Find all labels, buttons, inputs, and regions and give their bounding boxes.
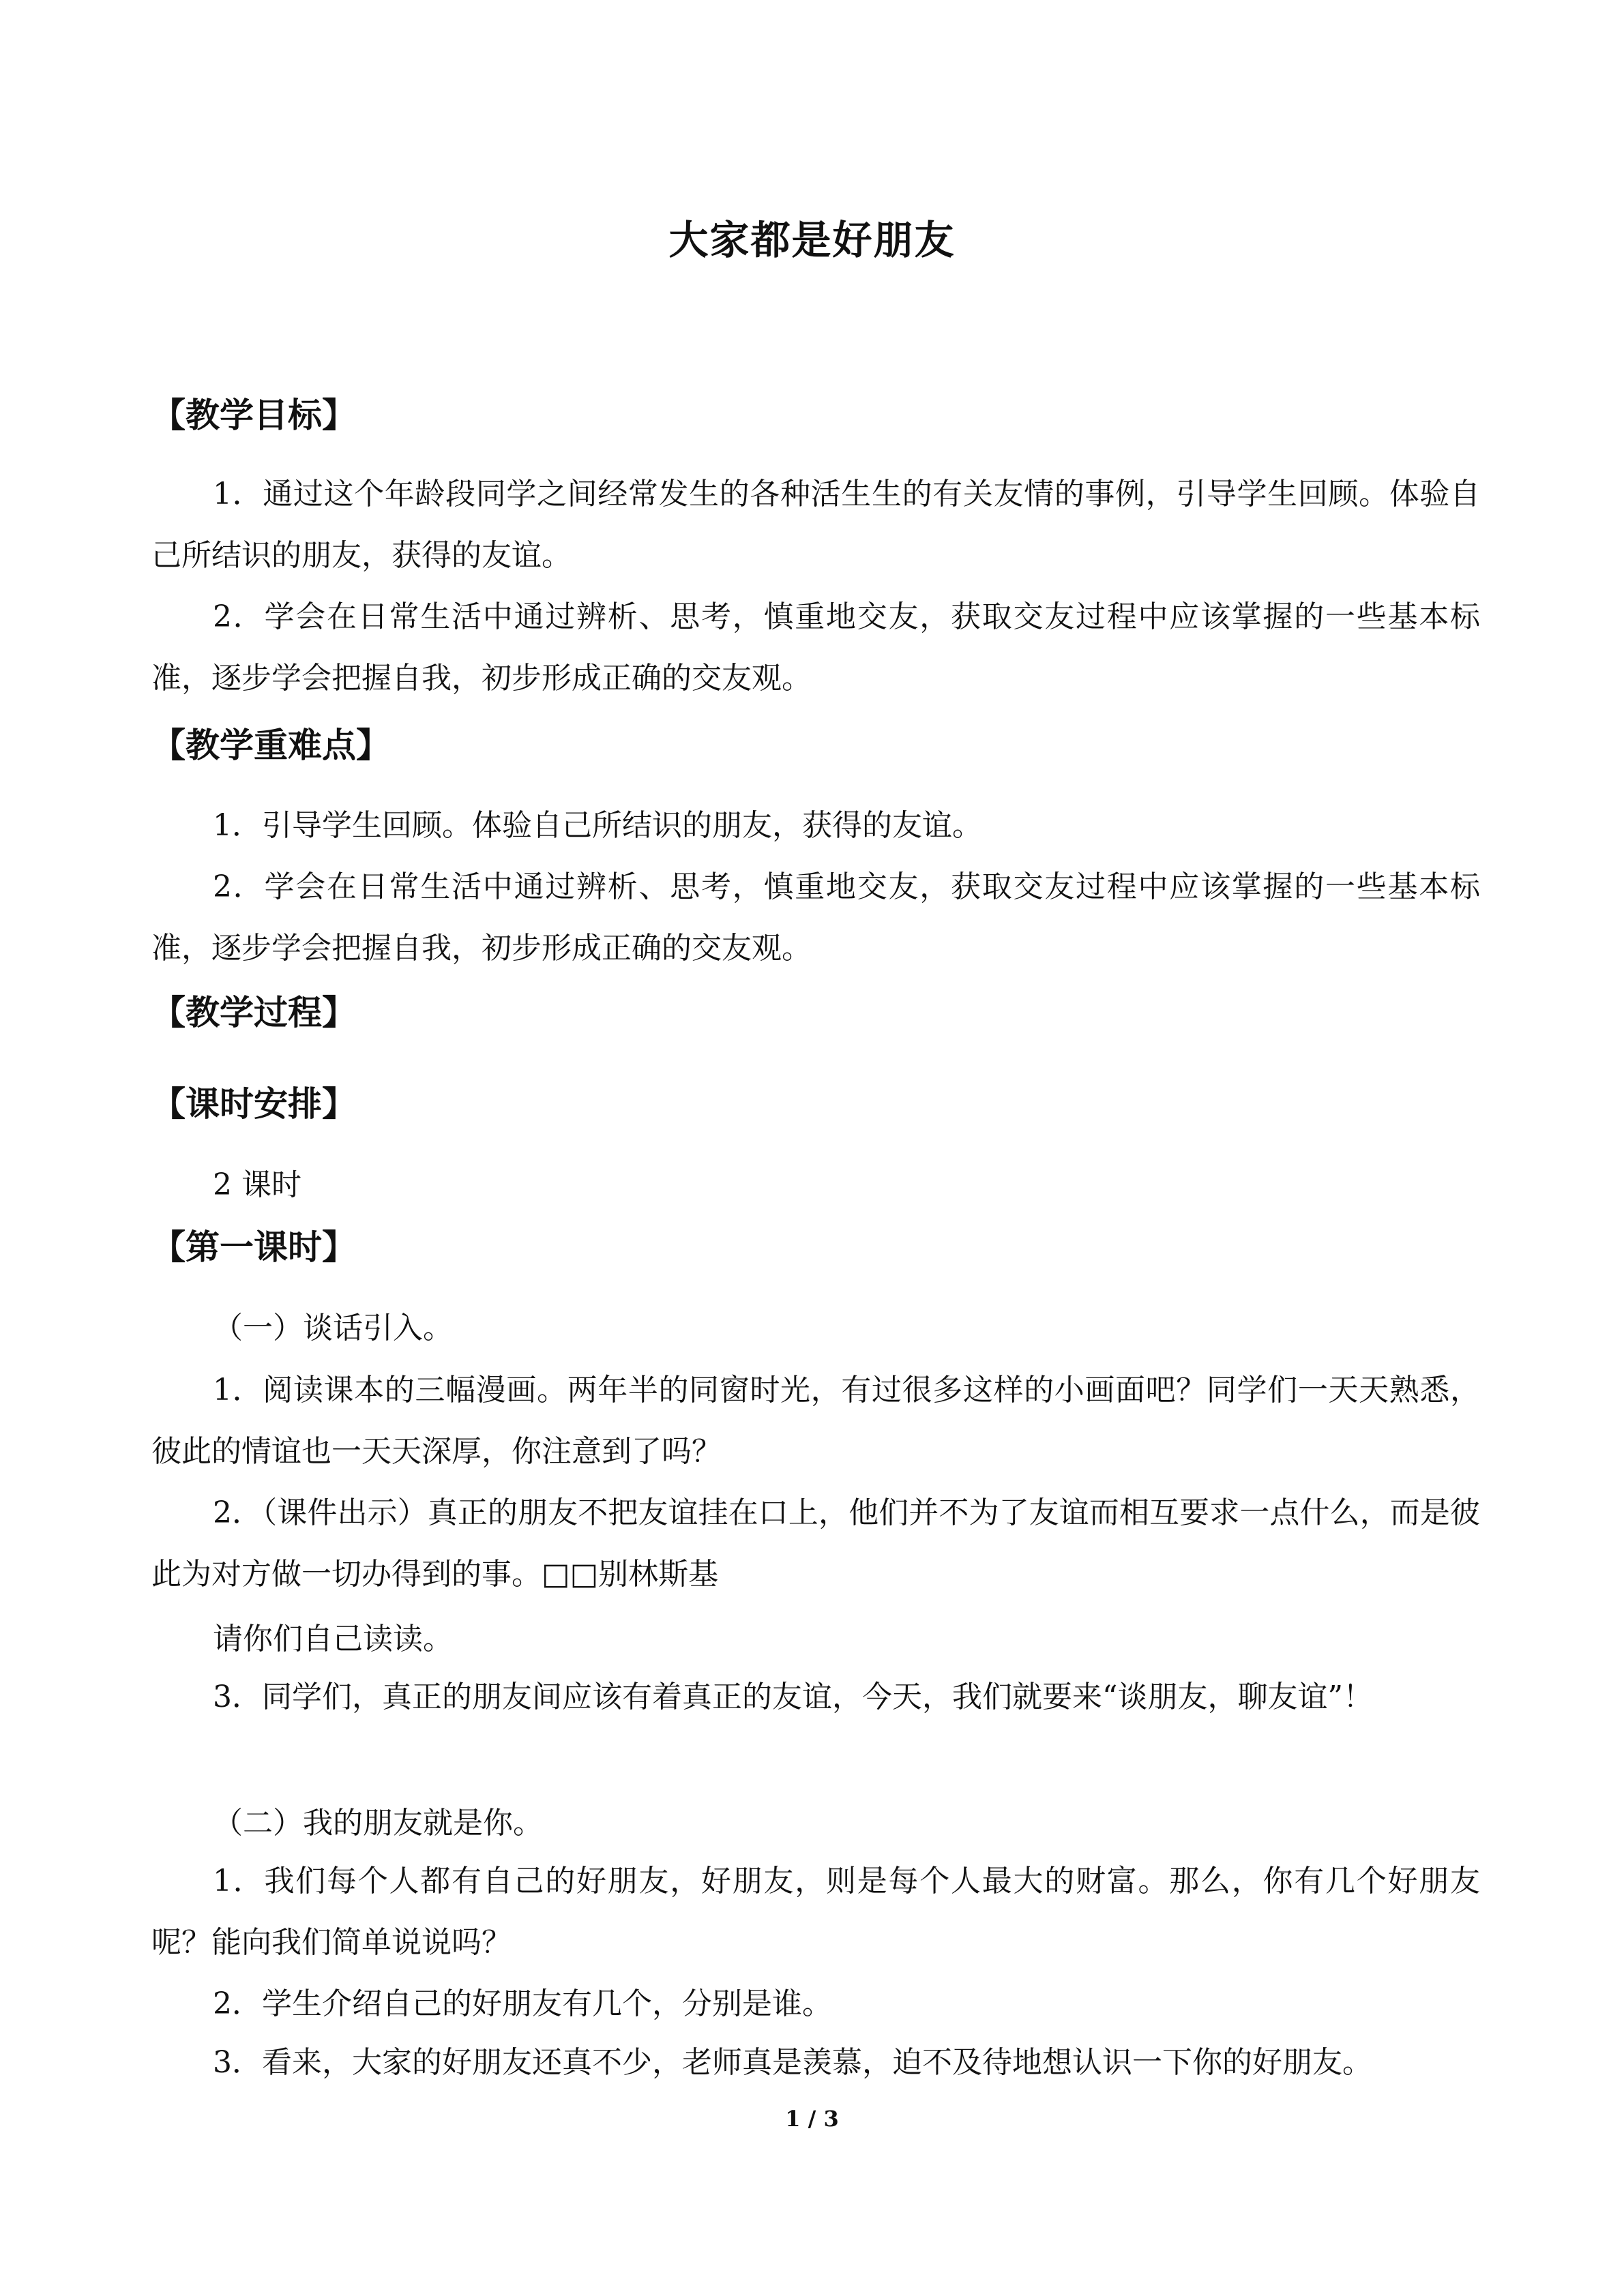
keypoints-paragraph-2: 2．学会在日常生活中通过辨析、思考，慎重地交友，获取交友过程中应该掌握的一些基本标准，逐步学会把握自我，初步形成正确的交友观。 (151, 869, 1480, 966)
lesson1-part2-paragraph-2: 2．学生介绍自己的好朋友有几个，分别是谁。 (213, 1986, 832, 2021)
heading-first-lesson: 【第一课时】 (151, 1227, 356, 1267)
lesson1-part1-title: （一）谈话引入。 (213, 1311, 453, 1345)
schedule-text: 2 课时 (213, 1167, 301, 1202)
lesson1-part1-paragraph-2: 2．（课件出示）真正的朋友不把友谊挂在口上，他们并不为了友谊而相互要求一点什么，而是彼此为对方做一切办得到的事。□□别林斯基 (151, 1495, 1480, 1592)
lesson1-part2-title: （二）我的朋友就是你。 (213, 1806, 543, 1840)
page-number: 1 / 3 (785, 2106, 839, 2132)
lesson1-part1-paragraph-3: 3．同学们，真正的朋友间应该有着真正的友谊，今天，我们就要来“谈朋友，聊友谊”！ (213, 1680, 1373, 1714)
heading-teaching-goals: 【教学目标】 (151, 395, 356, 435)
keypoints-paragraph-1: 1．引导学生回顾。体验自己所结识的朋友，获得的友谊。 (213, 808, 982, 843)
goals-paragraph-1: 1．通过这个年龄段同学之间经常发生的各种活生生的有关友情的事例，引导学生回顾。体验自己所结识的朋友，获得的友谊。 (151, 477, 1480, 573)
lesson1-part2-paragraph-3: 3．看来，大家的好朋友还真不少，老师真是羡慕，迫不及待地想认识一下你的好朋友。 (213, 2045, 1372, 2080)
lesson1-part1-paragraph-1: 1．阅读课本的三幅漫画。两年半的同窗时光，有过很多这样的小画面吧？同学们一天天熟悉，彼此的情谊也一天天深厚，你注意到了吗？ (151, 1373, 1480, 1469)
document-title: 大家都是好朋友 (668, 217, 956, 263)
lesson1-read-instruction: 请你们自己读读。 (213, 1622, 453, 1656)
heading-key-points: 【教学重难点】 (151, 725, 390, 765)
lesson1-part2-paragraph-1: 1．我们每个人都有自己的好朋友，好朋友，则是每个人最大的财富。那么，你有几个好朋友呢？能向我们简单说说吗？ (151, 1864, 1480, 1960)
heading-teaching-process: 【教学过程】 (151, 992, 356, 1032)
heading-class-schedule: 【课时安排】 (151, 1084, 356, 1124)
goals-paragraph-2: 2．学会在日常生活中通过辨析、思考，慎重地交友，获取交友过程中应该掌握的一些基本标准，逐步学会把握自我，初步形成正确的交友观。 (151, 599, 1480, 696)
